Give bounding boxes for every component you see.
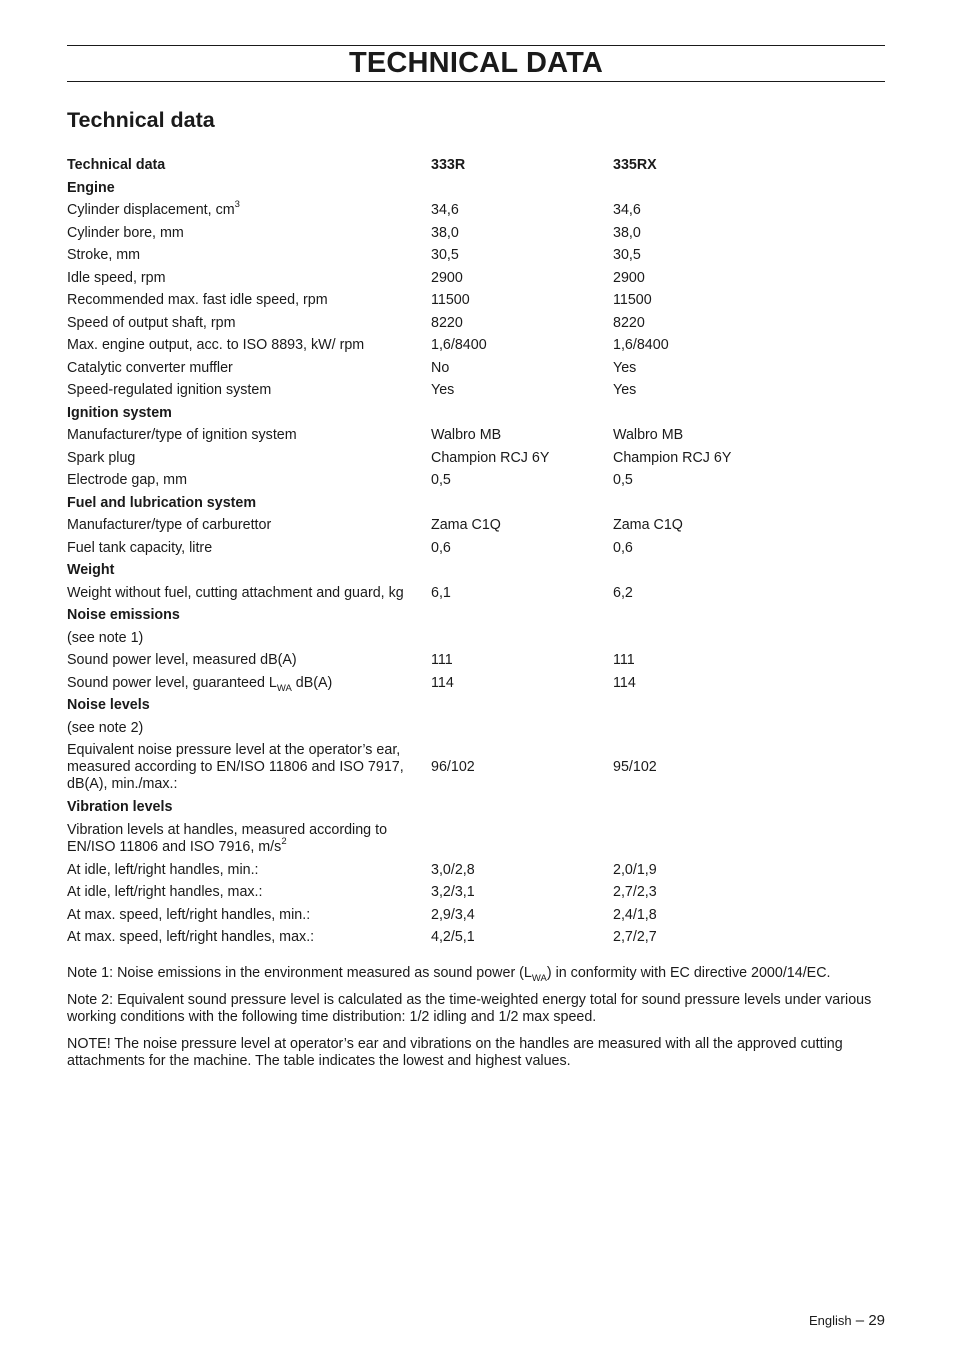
row-label-text: Recommended max. fast idle speed, rpm [67,292,328,308]
row-label-text: Sound power level, guaranteed L [67,674,277,691]
row-label [67,884,417,901]
table-row [67,470,885,493]
row-label [67,450,417,467]
table-row [67,335,885,358]
section-label [67,562,417,579]
row-label-text: (see note 1) [67,629,144,646]
value-335rx: 2,0/1,9 [613,861,657,878]
value-333r: Yes [431,382,455,398]
row-label-line: Equivalent noise pressure level at the operator’s ear, [67,742,401,758]
row-label [67,517,417,534]
row-label-text: Electrode gap, mm [67,472,187,488]
value-335rx: 8220 [613,314,645,331]
value-333r: 114 [431,674,454,691]
row-label [67,337,417,354]
value-333r: 8220 [431,314,463,331]
note-2: Note 2: Equivalent sound pressure level is calculated as the time-weighted energy total for sound pressure levels under various working conditions with the following time distribution: 1/2 idling and 1/2 max speed. [67,991,872,1025]
footer-separator: – [851,1312,869,1329]
table-row [67,927,885,950]
row-label [67,292,417,309]
value-333r: 3,0/2,8 [431,861,475,878]
table-row [67,200,885,223]
value-335rx: Zama C1Q [613,517,683,533]
table-row [67,583,885,606]
row-label [67,907,417,924]
value-333r: 0,6 [431,539,451,556]
table-row [67,538,885,561]
row-label-text: Speed-regulated ignition system [67,382,272,398]
section-label [67,607,417,624]
table-row [67,905,885,928]
row-label-text: Noise emissions [67,607,180,623]
row-label [67,585,417,602]
table-header-label: Technical data [67,157,166,173]
table-row [67,820,885,860]
section-row [67,695,885,718]
value-335rx: 6,2 [613,584,633,601]
table-row [67,223,885,246]
row-label-suffix: dB(A) [291,674,333,691]
row-label [67,630,417,647]
page-footer [809,1312,885,1330]
value-333r: 38,0 [431,224,459,241]
section-label [67,495,417,512]
table-row [67,290,885,313]
table-row [67,718,885,741]
row-label-text: At idle, left/right handles, min.: [67,861,259,878]
section-row [67,560,885,583]
row-label-text: Cylinder displacement, cm [67,202,235,218]
notes [67,965,885,1080]
row-label [67,270,417,287]
table-row [67,650,885,673]
row-label-text: (see note 2) [67,719,144,736]
row-label-text: Noise levels [67,697,150,713]
value-333r: 0,5 [431,472,451,488]
row-label-superscript: 2 [281,835,287,847]
value-335rx: 2900 [613,269,645,286]
row-label [67,675,417,692]
row-label [67,247,417,264]
footer-language: English [808,1313,852,1328]
row-label-text: Max. engine output, acc. to ISO 8893, kW/ rpm [67,337,365,353]
table-row [67,860,885,883]
section-row [67,797,885,820]
page-heading: TECHNICAL DATA [348,47,604,79]
row-label-text: Cylinder bore, mm [67,224,184,241]
row-label [67,742,417,793]
table-row [67,313,885,336]
table-header-row [67,155,885,178]
footer-page-number: 29 [868,1312,885,1329]
value-333r: 6,1 [431,584,451,601]
value-335rx: 111 [613,652,635,668]
value-333r: No [431,359,450,376]
row-label-text: Speed of output shaft, rpm [67,314,236,331]
row-label-line: Vibration levels at handles, measured according to [67,821,388,838]
note-1-subscript: WA [531,972,547,984]
value-335rx: Yes [613,382,637,398]
section-row [67,605,885,628]
value-333r: 11500 [431,292,470,308]
section-label [67,180,417,197]
value-333r: 1,6/8400 [431,337,487,353]
row-label-text: Ignition system [67,404,172,421]
row-label [67,929,417,946]
row-label-text: At max. speed, left/right handles, min.: [67,906,311,923]
table-header-model-b: 335RX [613,157,657,173]
value-335rx: 2,7/2,3 [613,884,657,900]
value-335rx: Yes [613,359,637,376]
table-row [67,628,885,651]
table-row [67,380,885,403]
row-label [67,382,417,399]
table-row [67,358,885,381]
row-label-text: At idle, left/right handles, max.: [67,884,263,900]
value-335rx: Champion RCJ 6Y [613,449,732,466]
value-333r: 30,5 [431,247,459,263]
value-335rx: 34,6 [613,202,641,218]
value-335rx: Walbro MB [613,427,684,443]
value-333r: Walbro MB [431,427,502,443]
row-label-text: Idle speed, rpm [67,269,166,286]
row-label [67,427,417,444]
row-label-text: Engine [67,179,115,196]
value-335rx: 30,5 [613,247,641,263]
table-row [67,673,885,696]
row-label-line: EN/ISO 11806 and ISO 7916, m/s [67,838,282,855]
value-335rx: 11500 [613,292,652,308]
value-335rx: 1,6/8400 [613,337,669,353]
row-label [67,360,417,377]
table-row [67,740,885,797]
table-row [67,425,885,448]
row-label-superscript: 3 [234,199,240,211]
row-label-line: dB(A), min./max.: [67,776,178,792]
value-333r: 3,2/3,1 [431,884,475,900]
value-335rx: 95/102 [613,759,657,775]
row-label-text: Vibration levels [67,799,173,815]
row-label-text: Weight without fuel, cutting attachment and guard, kg [67,584,404,601]
row-label-text: Manufacturer/type of carburettor [67,517,272,533]
section-label [67,405,417,422]
row-label-subscript: WA [276,682,292,694]
note-1-prefix: Note 1: Noise emissions in the environment measured as sound power (L [67,965,532,981]
value-333r: Zama C1Q [431,517,501,533]
row-label-text: Sound power level, measured dB(A) [67,652,297,668]
row-label-text: Spark plug [67,449,136,466]
value-333r: 4,2/5,1 [431,929,475,945]
value-333r: 34,6 [431,202,459,218]
note-1-suffix: ) in conformity with EC directive 2000/14/EC. [546,965,831,981]
value-333r: 111 [431,652,453,668]
value-333r: 2,9/3,4 [431,906,475,923]
row-label [67,315,417,332]
row-label [67,652,417,669]
section-label [67,697,417,714]
table-row [67,448,885,471]
value-333r: 2900 [431,269,463,286]
row-label [67,720,417,737]
value-335rx: 2,7/2,7 [613,929,657,945]
section-row [67,403,885,426]
row-label [67,472,417,489]
section-label [67,799,417,816]
value-335rx: 2,4/1,8 [613,906,657,923]
value-335rx: 0,5 [613,472,633,488]
row-label [67,225,417,242]
note-3: NOTE! The noise pressure level at operator’s ear and vibrations on the handles are measured with all the approved cutting attachments for the machine. The table indicates the lowest and highest values. [67,1035,843,1069]
row-label [67,822,417,856]
section-row [67,178,885,201]
row-label-line: measured according to EN/ISO 11806 and ISO 7917, [67,759,404,775]
row-label [67,862,417,879]
row-label-text: Fuel tank capacity, litre [67,539,213,556]
value-335rx: 114 [613,674,636,691]
value-333r: 96/102 [431,759,475,775]
value-333r: Champion RCJ 6Y [431,449,550,466]
value-335rx: 0,6 [613,539,633,556]
row-label-text: Stroke, mm [67,247,141,263]
value-335rx: 38,0 [613,224,641,241]
row-label-text: Fuel and lubrication system [67,494,257,511]
table-row [67,245,885,268]
section-row [67,493,885,516]
row-label-text: At max. speed, left/right handles, max.: [67,929,315,945]
table-header-model-a: 333R [431,157,466,173]
row-label-text: Manufacturer/type of ignition system [67,427,297,443]
row-label [67,199,417,219]
header-rule-bottom [67,81,885,82]
row-label-text: Weight [67,562,115,578]
note-1 [67,965,885,983]
section-title: Technical data [67,108,215,132]
row-label [67,540,417,557]
table-row [67,882,885,905]
table-row [67,515,885,538]
spec-table [67,155,885,950]
table-row [67,268,885,291]
row-label-text: Catalytic converter muffler [67,359,233,376]
